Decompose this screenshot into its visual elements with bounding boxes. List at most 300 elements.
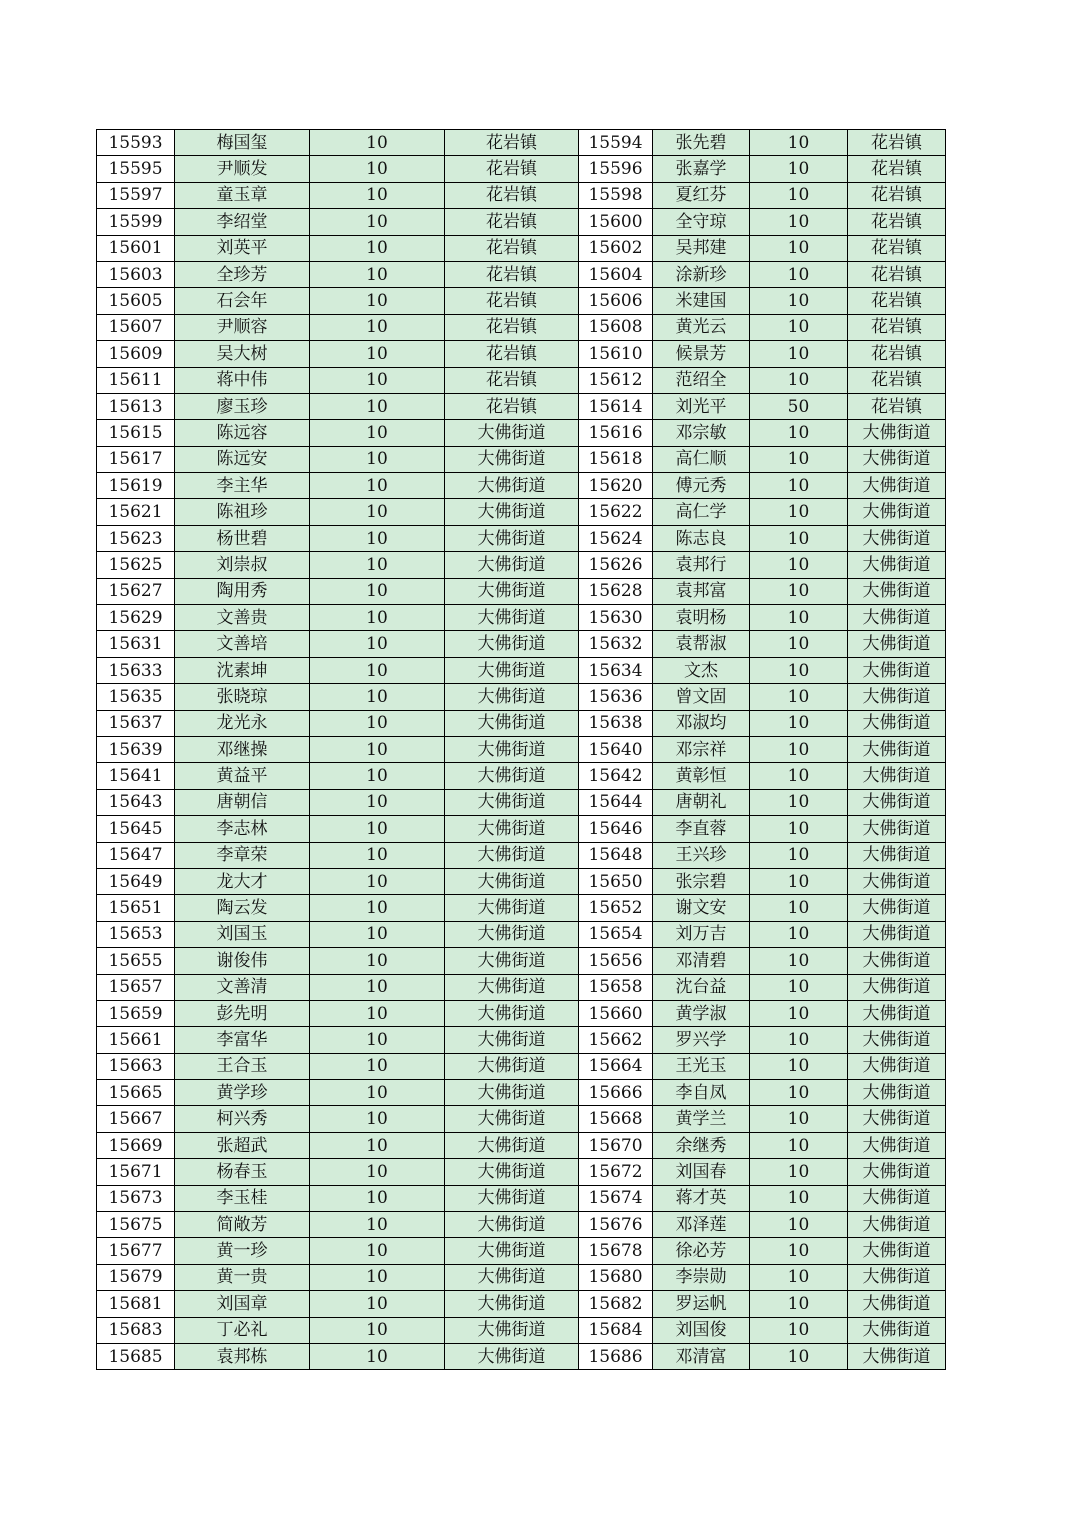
- person-name: 全珍芳: [175, 261, 310, 287]
- table-row: [97, 261, 946, 287]
- person-name: 陈祖珍: [175, 499, 310, 525]
- record-number: 15642: [579, 763, 653, 789]
- location-cell: 花岩镇: [445, 182, 579, 208]
- amount-cell: 10: [750, 1000, 848, 1026]
- record-number: 15618: [579, 446, 653, 472]
- table-row: [97, 367, 946, 393]
- amount-cell: 10: [750, 1027, 848, 1053]
- amount-cell: 10: [310, 235, 445, 261]
- person-name: 黄一贵: [175, 1264, 310, 1290]
- record-number: 15680: [579, 1264, 653, 1290]
- table-row: [97, 182, 946, 208]
- location-cell: 花岩镇: [445, 209, 579, 235]
- person-name: 李主华: [175, 473, 310, 499]
- location-cell: 大佛街道: [848, 657, 946, 683]
- record-number: 15657: [97, 974, 175, 1000]
- person-name: 刘国章: [175, 1291, 310, 1317]
- record-number: 15646: [579, 816, 653, 842]
- amount-cell: 10: [310, 314, 445, 340]
- record-number: 15639: [97, 736, 175, 762]
- table-row: [97, 552, 946, 578]
- record-number: 15604: [579, 261, 653, 287]
- person-name: 袁邦行: [653, 552, 750, 578]
- table-row: [97, 842, 946, 868]
- table-row: [97, 1291, 946, 1317]
- person-name: 傅元秀: [653, 473, 750, 499]
- record-number: 15619: [97, 473, 175, 499]
- amount-cell: 10: [750, 156, 848, 182]
- person-name: 李志林: [175, 816, 310, 842]
- amount-cell: 10: [750, 1185, 848, 1211]
- table-row: [97, 1238, 946, 1264]
- location-cell: 大佛街道: [848, 1080, 946, 1106]
- record-number: 15594: [579, 130, 653, 156]
- table-row: [97, 1132, 946, 1158]
- amount-cell: 10: [310, 1027, 445, 1053]
- location-cell: 大佛街道: [848, 1027, 946, 1053]
- table-row: [97, 473, 946, 499]
- table-row: [97, 868, 946, 894]
- record-number: 15662: [579, 1027, 653, 1053]
- person-name: 文善培: [175, 631, 310, 657]
- amount-cell: 10: [310, 288, 445, 314]
- location-cell: 大佛街道: [848, 473, 946, 499]
- record-number: 15635: [97, 684, 175, 710]
- amount-cell: 10: [310, 868, 445, 894]
- table-row: [97, 393, 946, 419]
- location-cell: 花岩镇: [848, 182, 946, 208]
- person-name: 邓宗祥: [653, 736, 750, 762]
- person-name: 刘英平: [175, 235, 310, 261]
- location-cell: 大佛街道: [848, 578, 946, 604]
- amount-cell: 10: [310, 552, 445, 578]
- table-row: [97, 789, 946, 815]
- amount-cell: 10: [750, 288, 848, 314]
- person-name: 吴大树: [175, 341, 310, 367]
- person-name: 高仁顺: [653, 446, 750, 472]
- amount-cell: 10: [750, 1053, 848, 1079]
- person-name: 黄彰恒: [653, 763, 750, 789]
- location-cell: 花岩镇: [445, 393, 579, 419]
- table-row: [97, 657, 946, 683]
- amount-cell: 10: [750, 1080, 848, 1106]
- amount-cell: 10: [310, 1080, 445, 1106]
- location-cell: 大佛街道: [445, 1212, 579, 1238]
- amount-cell: 10: [310, 816, 445, 842]
- location-cell: 大佛街道: [445, 446, 579, 472]
- amount-cell: 10: [310, 631, 445, 657]
- amount-cell: 10: [750, 578, 848, 604]
- table-row: [97, 1027, 946, 1053]
- amount-cell: 10: [750, 921, 848, 947]
- location-cell: 大佛街道: [848, 499, 946, 525]
- person-name: 陈志良: [653, 525, 750, 551]
- person-name: 刘国俊: [653, 1317, 750, 1343]
- amount-cell: 10: [310, 1212, 445, 1238]
- location-cell: 大佛街道: [445, 948, 579, 974]
- register-table: [96, 129, 946, 1370]
- location-cell: 花岩镇: [445, 288, 579, 314]
- location-cell: 大佛街道: [848, 974, 946, 1000]
- record-number: 15650: [579, 868, 653, 894]
- location-cell: 大佛街道: [445, 1080, 579, 1106]
- person-name: 曾文固: [653, 684, 750, 710]
- record-number: 15629: [97, 605, 175, 631]
- person-name: 张先碧: [653, 130, 750, 156]
- record-number: 15649: [97, 868, 175, 894]
- person-name: 尹顺发: [175, 156, 310, 182]
- amount-cell: 10: [310, 1343, 445, 1369]
- person-name: 沈台益: [653, 974, 750, 1000]
- location-cell: 大佛街道: [848, 605, 946, 631]
- person-name: 张宗碧: [653, 868, 750, 894]
- amount-cell: 10: [310, 921, 445, 947]
- person-name: 刘万吉: [653, 921, 750, 947]
- amount-cell: 10: [750, 842, 848, 868]
- person-name: 李章荣: [175, 842, 310, 868]
- amount-cell: 10: [750, 1106, 848, 1132]
- person-name: 罗运帆: [653, 1291, 750, 1317]
- person-name: 唐朝礼: [653, 789, 750, 815]
- location-cell: 大佛街道: [848, 789, 946, 815]
- amount-cell: 10: [750, 130, 848, 156]
- person-name: 谢文安: [653, 895, 750, 921]
- person-name: 蒋才英: [653, 1185, 750, 1211]
- amount-cell: 10: [310, 446, 445, 472]
- person-name: 袁明杨: [653, 605, 750, 631]
- person-name: 谢俊伟: [175, 948, 310, 974]
- person-name: 童玉章: [175, 182, 310, 208]
- record-number: 15664: [579, 1053, 653, 1079]
- amount-cell: 10: [750, 605, 848, 631]
- record-number: 15668: [579, 1106, 653, 1132]
- location-cell: 大佛街道: [445, 1264, 579, 1290]
- record-number: 15600: [579, 209, 653, 235]
- location-cell: 花岩镇: [445, 367, 579, 393]
- table-row: [97, 1185, 946, 1211]
- amount-cell: 10: [750, 763, 848, 789]
- amount-cell: 10: [750, 314, 848, 340]
- person-name: 王合玉: [175, 1053, 310, 1079]
- record-number: 15643: [97, 789, 175, 815]
- amount-cell: 10: [310, 182, 445, 208]
- record-number: 15676: [579, 1212, 653, 1238]
- location-cell: 大佛街道: [445, 473, 579, 499]
- table-row: [97, 921, 946, 947]
- record-number: 15660: [579, 1000, 653, 1026]
- record-number: 15679: [97, 1264, 175, 1290]
- amount-cell: 10: [310, 1159, 445, 1185]
- record-number: 15671: [97, 1159, 175, 1185]
- location-cell: 花岩镇: [848, 261, 946, 287]
- record-number: 15624: [579, 525, 653, 551]
- location-cell: 大佛街道: [445, 710, 579, 736]
- location-cell: 大佛街道: [445, 631, 579, 657]
- amount-cell: 10: [310, 156, 445, 182]
- location-cell: 大佛街道: [848, 446, 946, 472]
- location-cell: 大佛街道: [445, 921, 579, 947]
- amount-cell: 10: [750, 1238, 848, 1264]
- record-number: 15615: [97, 420, 175, 446]
- record-number: 15632: [579, 631, 653, 657]
- table-row: [97, 1264, 946, 1290]
- table-row: [97, 1343, 946, 1369]
- location-cell: 大佛街道: [848, 868, 946, 894]
- amount-cell: 10: [310, 367, 445, 393]
- amount-cell: 10: [310, 130, 445, 156]
- table-row: [97, 763, 946, 789]
- amount-cell: 10: [310, 605, 445, 631]
- amount-cell: 10: [310, 684, 445, 710]
- table-row: [97, 736, 946, 762]
- person-name: 黄一珍: [175, 1238, 310, 1264]
- amount-cell: 10: [310, 209, 445, 235]
- record-number: 15613: [97, 393, 175, 419]
- location-cell: 大佛街道: [445, 974, 579, 1000]
- location-cell: 大佛街道: [445, 868, 579, 894]
- table-row: [97, 710, 946, 736]
- table-row: [97, 684, 946, 710]
- table-row: [97, 605, 946, 631]
- record-number: 15674: [579, 1185, 653, 1211]
- amount-cell: 10: [310, 473, 445, 499]
- record-number: 15603: [97, 261, 175, 287]
- person-name: 彭先明: [175, 1000, 310, 1026]
- location-cell: 大佛街道: [848, 842, 946, 868]
- record-number: 15652: [579, 895, 653, 921]
- record-number: 15608: [579, 314, 653, 340]
- amount-cell: 10: [750, 1343, 848, 1369]
- person-name: 徐必芳: [653, 1238, 750, 1264]
- location-cell: 大佛街道: [445, 763, 579, 789]
- amount-cell: 10: [750, 261, 848, 287]
- person-name: 黄益平: [175, 763, 310, 789]
- location-cell: 大佛街道: [848, 525, 946, 551]
- person-name: 龙大才: [175, 868, 310, 894]
- record-number: 15654: [579, 921, 653, 947]
- amount-cell: 10: [750, 420, 848, 446]
- person-name: 唐朝信: [175, 789, 310, 815]
- amount-cell: 10: [310, 657, 445, 683]
- record-number: 15630: [579, 605, 653, 631]
- record-number: 15623: [97, 525, 175, 551]
- person-name: 黄学珍: [175, 1080, 310, 1106]
- location-cell: 大佛街道: [445, 1106, 579, 1132]
- person-name: 丁必礼: [175, 1317, 310, 1343]
- location-cell: 大佛街道: [445, 1317, 579, 1343]
- location-cell: 大佛街道: [848, 1238, 946, 1264]
- location-cell: 大佛街道: [445, 605, 579, 631]
- amount-cell: 10: [750, 895, 848, 921]
- record-number: 15670: [579, 1132, 653, 1158]
- amount-cell: 10: [310, 974, 445, 1000]
- record-number: 15614: [579, 393, 653, 419]
- person-name: 蒋中伟: [175, 367, 310, 393]
- amount-cell: 10: [310, 1053, 445, 1079]
- location-cell: 大佛街道: [445, 657, 579, 683]
- record-number: 15631: [97, 631, 175, 657]
- amount-cell: 10: [750, 1291, 848, 1317]
- record-number: 15672: [579, 1159, 653, 1185]
- amount-cell: 50: [750, 393, 848, 419]
- location-cell: 大佛街道: [848, 1185, 946, 1211]
- person-name: 李富华: [175, 1027, 310, 1053]
- table-row: [97, 948, 946, 974]
- record-number: 15644: [579, 789, 653, 815]
- amount-cell: 10: [750, 948, 848, 974]
- record-number: 15596: [579, 156, 653, 182]
- person-name: 张晓琼: [175, 684, 310, 710]
- amount-cell: 10: [750, 473, 848, 499]
- table-row: [97, 1053, 946, 1079]
- amount-cell: 10: [750, 710, 848, 736]
- amount-cell: 10: [310, 578, 445, 604]
- location-cell: 大佛街道: [445, 1185, 579, 1211]
- record-number: 15625: [97, 552, 175, 578]
- person-name: 梅国玺: [175, 130, 310, 156]
- amount-cell: 10: [750, 552, 848, 578]
- location-cell: 大佛街道: [445, 1132, 579, 1158]
- amount-cell: 10: [750, 974, 848, 1000]
- table-body: [97, 130, 946, 1370]
- person-name: 夏红芬: [653, 182, 750, 208]
- amount-cell: 10: [310, 1132, 445, 1158]
- person-name: 李崇勋: [653, 1264, 750, 1290]
- amount-cell: 10: [750, 235, 848, 261]
- person-name: 文善贵: [175, 605, 310, 631]
- location-cell: 大佛街道: [848, 1317, 946, 1343]
- amount-cell: 10: [750, 367, 848, 393]
- record-number: 15686: [579, 1343, 653, 1369]
- record-number: 15598: [579, 182, 653, 208]
- record-number: 15616: [579, 420, 653, 446]
- amount-cell: 10: [750, 499, 848, 525]
- person-name: 刘崇叔: [175, 552, 310, 578]
- person-name: 杨春玉: [175, 1159, 310, 1185]
- record-number: 15669: [97, 1132, 175, 1158]
- location-cell: 大佛街道: [848, 552, 946, 578]
- record-number: 15628: [579, 578, 653, 604]
- person-name: 涂新珍: [653, 261, 750, 287]
- person-name: 袁邦栋: [175, 1343, 310, 1369]
- amount-cell: 10: [750, 341, 848, 367]
- person-name: 刘国玉: [175, 921, 310, 947]
- person-name: 李自凤: [653, 1080, 750, 1106]
- person-name: 石会年: [175, 288, 310, 314]
- table-row: [97, 525, 946, 551]
- location-cell: 大佛街道: [848, 710, 946, 736]
- record-number: 15595: [97, 156, 175, 182]
- location-cell: 花岩镇: [848, 393, 946, 419]
- person-name: 黄光云: [653, 314, 750, 340]
- record-number: 15665: [97, 1080, 175, 1106]
- table-row: [97, 235, 946, 261]
- location-cell: 大佛街道: [848, 1212, 946, 1238]
- person-name: 邓泽莲: [653, 1212, 750, 1238]
- location-cell: 花岩镇: [848, 367, 946, 393]
- amount-cell: 10: [310, 1238, 445, 1264]
- record-number: 15620: [579, 473, 653, 499]
- table-row: [97, 156, 946, 182]
- table-row: [97, 288, 946, 314]
- location-cell: 大佛街道: [848, 1132, 946, 1158]
- amount-cell: 10: [310, 895, 445, 921]
- person-name: 陶用秀: [175, 578, 310, 604]
- table-row: [97, 816, 946, 842]
- record-number: 15655: [97, 948, 175, 974]
- record-number: 15677: [97, 1238, 175, 1264]
- record-number: 15682: [579, 1291, 653, 1317]
- record-number: 15612: [579, 367, 653, 393]
- table-row: [97, 1106, 946, 1132]
- person-name: 李直蓉: [653, 816, 750, 842]
- amount-cell: 10: [750, 789, 848, 815]
- record-number: 15602: [579, 235, 653, 261]
- record-number: 15637: [97, 710, 175, 736]
- amount-cell: 10: [750, 868, 848, 894]
- person-name: 柯兴秀: [175, 1106, 310, 1132]
- location-cell: 大佛街道: [848, 1264, 946, 1290]
- location-cell: 大佛街道: [848, 816, 946, 842]
- amount-cell: 10: [750, 525, 848, 551]
- record-number: 15659: [97, 1000, 175, 1026]
- record-number: 15633: [97, 657, 175, 683]
- location-cell: 花岩镇: [445, 261, 579, 287]
- record-number: 15605: [97, 288, 175, 314]
- record-number: 15641: [97, 763, 175, 789]
- table-row: [97, 314, 946, 340]
- amount-cell: 10: [750, 816, 848, 842]
- person-name: 廖玉珍: [175, 393, 310, 419]
- record-number: 15593: [97, 130, 175, 156]
- location-cell: 花岩镇: [848, 130, 946, 156]
- record-number: 15609: [97, 341, 175, 367]
- amount-cell: 10: [310, 499, 445, 525]
- amount-cell: 10: [310, 1317, 445, 1343]
- record-number: 15621: [97, 499, 175, 525]
- person-name: 范绍全: [653, 367, 750, 393]
- record-number: 15673: [97, 1185, 175, 1211]
- person-name: 候景芳: [653, 341, 750, 367]
- person-name: 尹顺容: [175, 314, 310, 340]
- location-cell: 大佛街道: [848, 736, 946, 762]
- record-number: 15606: [579, 288, 653, 314]
- amount-cell: 10: [750, 657, 848, 683]
- location-cell: 大佛街道: [445, 684, 579, 710]
- location-cell: 大佛街道: [848, 895, 946, 921]
- record-number: 15651: [97, 895, 175, 921]
- table-row: [97, 341, 946, 367]
- location-cell: 大佛街道: [848, 1291, 946, 1317]
- location-cell: 大佛街道: [848, 1053, 946, 1079]
- person-name: 简敞芳: [175, 1212, 310, 1238]
- person-name: 黄学兰: [653, 1106, 750, 1132]
- table-row: [97, 1080, 946, 1106]
- table-row: [97, 1317, 946, 1343]
- person-name: 吴邦建: [653, 235, 750, 261]
- person-name: 张嘉学: [653, 156, 750, 182]
- table-row: [97, 1000, 946, 1026]
- record-number: 15658: [579, 974, 653, 1000]
- record-number: 15636: [579, 684, 653, 710]
- amount-cell: 10: [310, 948, 445, 974]
- location-cell: 大佛街道: [445, 895, 579, 921]
- location-cell: 大佛街道: [445, 1053, 579, 1079]
- person-name: 邓宗敏: [653, 420, 750, 446]
- location-cell: 花岩镇: [445, 235, 579, 261]
- record-number: 15667: [97, 1106, 175, 1132]
- amount-cell: 10: [750, 736, 848, 762]
